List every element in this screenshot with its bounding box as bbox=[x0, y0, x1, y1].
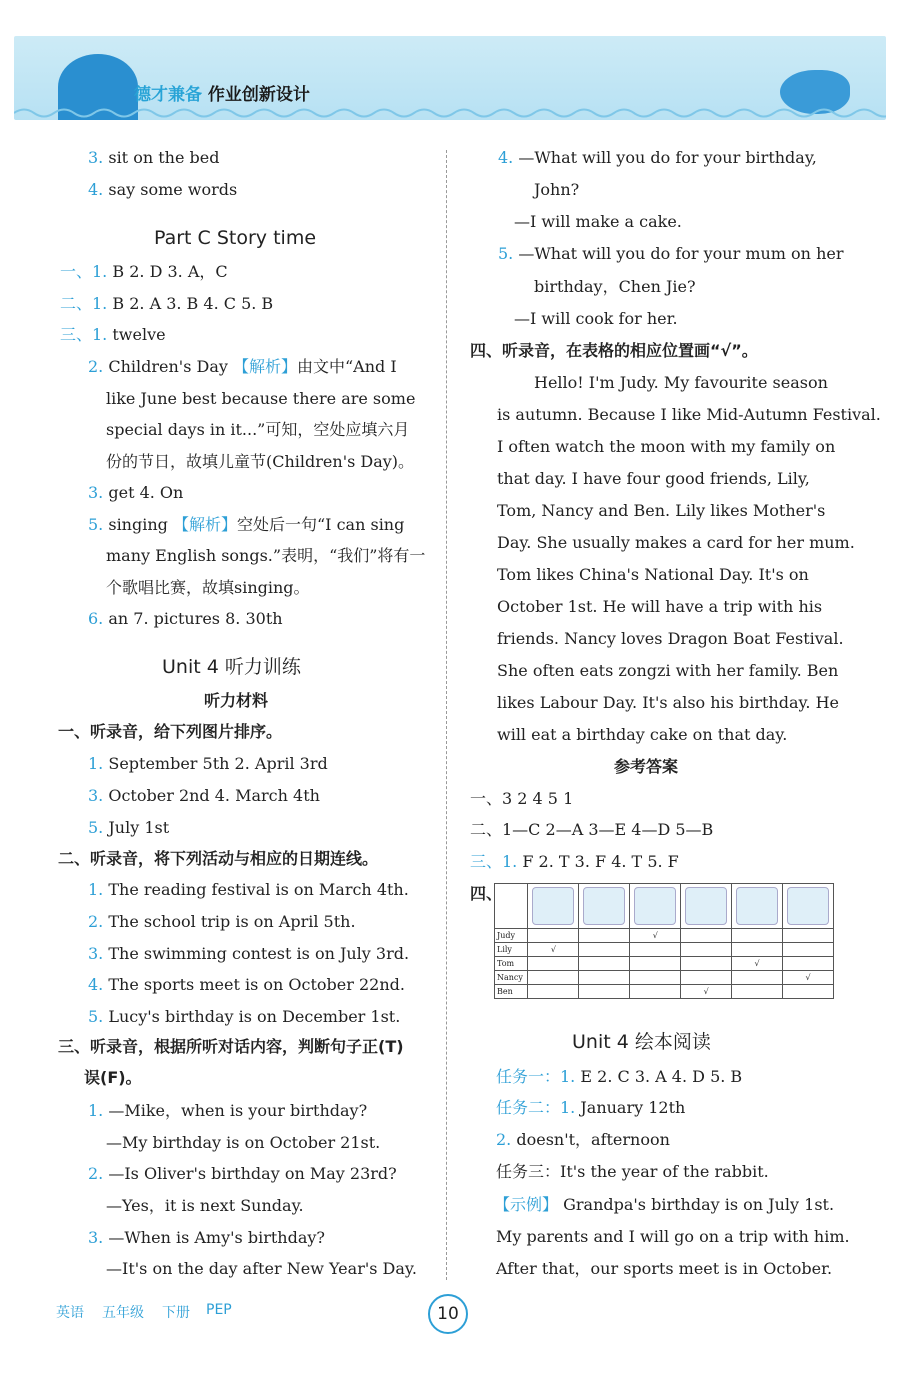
table-row bbox=[495, 943, 834, 957]
table-corner bbox=[495, 884, 528, 929]
check-cell bbox=[579, 929, 630, 943]
text-line: 二、听录音，将下列活动与相应的日期连线。 bbox=[58, 849, 379, 868]
festival-picture-cell bbox=[579, 884, 630, 929]
text-line: likes Labour Day. It's also his birthday. He bbox=[497, 693, 840, 712]
text-line: 3. The swimming contest is on July 3rd. bbox=[88, 944, 410, 963]
text-line: 三、1. twelve bbox=[60, 325, 166, 344]
item-number: 5. bbox=[88, 515, 104, 534]
check-cell bbox=[681, 957, 732, 971]
text-line: birthday，Chen Jie? bbox=[534, 277, 696, 296]
check-cell bbox=[732, 985, 783, 999]
row-name: Lily bbox=[495, 943, 528, 957]
table-row bbox=[495, 985, 834, 999]
item-number: 1. bbox=[88, 1101, 104, 1120]
check-cell: √ bbox=[528, 943, 579, 957]
text-line: 份的节日，故填儿童节(Children's Day)。 bbox=[106, 452, 415, 471]
text-line: 5. —What will you do for your mum on her bbox=[498, 244, 844, 263]
item-number: 【示例】 bbox=[494, 1195, 559, 1214]
text-line: 三、听录音，根据所听对话内容，判断句子正(T) bbox=[58, 1037, 404, 1056]
check-cell bbox=[528, 957, 579, 971]
check-cell bbox=[579, 957, 630, 971]
text-line: My parents and I will go on a trip with him. bbox=[496, 1227, 850, 1246]
text-line: 四、 bbox=[470, 884, 503, 903]
table-row bbox=[495, 957, 834, 971]
text-line: 1. —Mike，when is your birthday? bbox=[88, 1101, 368, 1120]
text-line: 4. —What will you do for your birthday, bbox=[498, 148, 817, 167]
item-number: 3. bbox=[88, 786, 104, 805]
text-line: special days in it...”可知，空处应填六月 bbox=[106, 420, 410, 439]
text-line: 二、1. B 2. A 3. B 4. C 5. B bbox=[60, 294, 274, 313]
text-line: 一、听录音，给下列图片排序。 bbox=[58, 722, 283, 741]
footer-subject: 英语 bbox=[56, 1305, 84, 1321]
text-line: —Yes，it is next Sunday. bbox=[106, 1196, 304, 1215]
text-line: —My birthday is on October 21st. bbox=[106, 1133, 381, 1152]
text-line: many English songs.”表明，“我们”将有一 bbox=[106, 546, 426, 565]
text-line: is autumn. Because I like Mid-Autumn Festival. bbox=[497, 405, 881, 424]
festival-picture-cell bbox=[783, 884, 834, 929]
check-cell bbox=[681, 929, 732, 943]
check-cell bbox=[732, 929, 783, 943]
item-number: 2. bbox=[88, 357, 104, 376]
check-cell bbox=[783, 957, 834, 971]
festival-picture-cell bbox=[681, 884, 732, 929]
item-number: 三、1. bbox=[470, 852, 518, 871]
text-line: —It's on the day after New Year's Day. bbox=[106, 1259, 417, 1278]
festival-picture bbox=[787, 887, 829, 925]
item-number: 5. bbox=[498, 244, 514, 263]
festival-picture bbox=[583, 887, 625, 925]
text-line: 4. The sports meet is on October 22nd. bbox=[88, 975, 405, 994]
text-line: will eat a birthday cake on that day. bbox=[497, 725, 788, 744]
text-line: 5. Lucy's birthday is on December 1st. bbox=[88, 1007, 401, 1026]
text-line: —I will cook for her. bbox=[514, 309, 678, 328]
text-line: 3. get 4. On bbox=[88, 483, 184, 502]
text-line: 误(F)。 bbox=[84, 1068, 142, 1087]
check-cell bbox=[630, 957, 681, 971]
text-line: 三、1. F 2. T 3. F 4. T 5. F bbox=[470, 852, 679, 871]
row-name: Judy bbox=[495, 929, 528, 943]
analysis-tag: 【解析】 bbox=[232, 357, 297, 376]
text-line: 一、1. B 2. D 3. A，C bbox=[60, 262, 228, 281]
table-row bbox=[495, 971, 834, 985]
check-cell bbox=[579, 943, 630, 957]
text-line: Unit 4 听力训练 bbox=[162, 656, 301, 678]
check-cell: √ bbox=[783, 971, 834, 985]
text-line: —I will make a cake. bbox=[514, 212, 682, 231]
text-line: 四、听录音，在表格的相应位置画“√”。 bbox=[470, 341, 758, 360]
check-cell bbox=[579, 971, 630, 985]
text-line: Hello! I'm Judy. My favourite season bbox=[534, 373, 828, 392]
festival-picture bbox=[532, 887, 574, 925]
festival-picture bbox=[685, 887, 727, 925]
item-number: 4. bbox=[88, 975, 104, 994]
item-number: 3. bbox=[88, 944, 104, 963]
check-cell bbox=[528, 985, 579, 999]
text-line: 3. October 2nd 4. March 4th bbox=[88, 786, 320, 805]
item-number: 任务二：1. bbox=[496, 1098, 576, 1117]
item-number: 3. bbox=[88, 483, 104, 502]
item-number: 4. bbox=[88, 180, 104, 199]
check-cell bbox=[630, 985, 681, 999]
check-cell: √ bbox=[732, 957, 783, 971]
text-line: 3. sit on the bed bbox=[88, 148, 220, 167]
text-line: 任务三：It's the year of the rabbit. bbox=[496, 1162, 769, 1181]
item-number: 三、1. bbox=[60, 325, 108, 344]
text-line: 5. singing 【解析】空处后一句“I can sing bbox=[88, 515, 405, 534]
check-cell: √ bbox=[681, 985, 732, 999]
text-line: 1. September 5th 2. April 3rd bbox=[88, 754, 328, 773]
item-number: 6. bbox=[88, 609, 104, 628]
item-number: 一、1. bbox=[60, 262, 108, 281]
item-number: 1. bbox=[88, 880, 104, 899]
page-header bbox=[14, 36, 886, 120]
festival-picture bbox=[736, 887, 778, 925]
item-number: 任务一：1. bbox=[496, 1067, 576, 1086]
text-line: 6. an 7. pictures 8. 30th bbox=[88, 609, 283, 628]
row-name: Tom bbox=[495, 957, 528, 971]
check-cell bbox=[630, 943, 681, 957]
answer-table bbox=[494, 883, 834, 999]
text-line: that day. I have four good friends, Lily, bbox=[497, 469, 810, 488]
check-cell bbox=[732, 971, 783, 985]
item-number: 2. bbox=[88, 912, 104, 931]
item-number: 5. bbox=[88, 818, 104, 837]
text-line: 2. —Is Oliver's birthday on May 23rd? bbox=[88, 1164, 397, 1183]
text-line: After that，our sports meet is in October. bbox=[496, 1259, 833, 1278]
text-line: 3. —When is Amy's birthday? bbox=[88, 1228, 325, 1247]
item-number: 2. bbox=[496, 1130, 512, 1149]
text-line: 5. July 1st bbox=[88, 818, 170, 837]
check-cell: √ bbox=[630, 929, 681, 943]
text-line: Day. She usually makes a card for her mum. bbox=[497, 533, 855, 552]
text-line: friends. Nancy loves Dragon Boat Festival. bbox=[497, 629, 844, 648]
check-cell bbox=[579, 985, 630, 999]
text-line: 个歌唱比赛，故填singing。 bbox=[106, 578, 310, 597]
item-number: 二、1. bbox=[60, 294, 108, 313]
text-line: 【示例】 Grandpa's birthday is on July 1st. bbox=[494, 1195, 835, 1214]
festival-picture bbox=[634, 887, 676, 925]
footer-edition: PEP bbox=[206, 1302, 232, 1318]
item-number: 3. bbox=[88, 148, 104, 167]
text-line: She often eats zongzi with her family. Ben bbox=[497, 661, 839, 680]
text-line: Unit 4 绘本阅读 bbox=[572, 1031, 711, 1053]
check-cell bbox=[528, 971, 579, 985]
row-name: Nancy bbox=[495, 971, 528, 985]
text-line: like June best because there are some bbox=[106, 389, 416, 408]
text-line: Tom, Nancy and Ben. Lily likes Mother's bbox=[497, 501, 826, 520]
analysis-tag: 【解析】 bbox=[172, 515, 237, 534]
check-cell bbox=[783, 985, 834, 999]
wave-divider bbox=[14, 106, 886, 120]
text-line: 参考答案 bbox=[614, 757, 679, 776]
text-line: Tom likes China's National Day. It's on bbox=[497, 565, 809, 584]
item-number: 3. bbox=[88, 1228, 104, 1247]
row-name: Ben bbox=[495, 985, 528, 999]
table-row bbox=[495, 929, 834, 943]
footer-grade: 五年级 bbox=[102, 1305, 144, 1321]
text-line: 任务二：1. January 12th bbox=[496, 1098, 686, 1117]
text-line: Part C Story time bbox=[154, 227, 317, 249]
text-line: I often watch the moon with my family on bbox=[497, 437, 836, 456]
check-cell bbox=[630, 971, 681, 985]
item-number: 2. bbox=[88, 1164, 104, 1183]
festival-picture-cell bbox=[630, 884, 681, 929]
item-number: 1. bbox=[88, 754, 104, 773]
text-line: October 1st. He will have a trip with his bbox=[497, 597, 823, 616]
column-divider bbox=[446, 150, 447, 1280]
check-cell bbox=[681, 943, 732, 957]
text-line: 听力材料 bbox=[204, 691, 269, 710]
text-line: 任务一：1. E 2. C 3. A 4. D 5. B bbox=[496, 1067, 743, 1086]
text-line: 4. say some words bbox=[88, 180, 238, 199]
text-line: 1. The reading festival is on March 4th. bbox=[88, 880, 409, 899]
check-cell bbox=[783, 929, 834, 943]
item-number: 4. bbox=[498, 148, 514, 167]
check-cell bbox=[528, 929, 579, 943]
check-cell bbox=[681, 971, 732, 985]
text-line: 二、1—C 2—A 3—E 4—D 5—B bbox=[470, 820, 714, 839]
page-number: 10 bbox=[428, 1294, 468, 1334]
text-line: 2. The school trip is on April 5th. bbox=[88, 912, 356, 931]
text-line: 2. Children's Day 【解析】由文中“And I bbox=[88, 357, 397, 376]
festival-picture-cell bbox=[528, 884, 579, 929]
festival-picture-cell bbox=[732, 884, 783, 929]
check-cell bbox=[783, 943, 834, 957]
brand-title: 德才兼备 作业创新设计 bbox=[134, 85, 310, 105]
text-line: John? bbox=[534, 180, 580, 199]
footer-term: 下册 bbox=[162, 1305, 190, 1321]
item-number: 5. bbox=[88, 1007, 104, 1026]
check-cell bbox=[732, 943, 783, 957]
text-line: 一、3 2 4 5 1 bbox=[470, 789, 574, 808]
text-line: 2. doesn't，afternoon bbox=[496, 1130, 670, 1149]
